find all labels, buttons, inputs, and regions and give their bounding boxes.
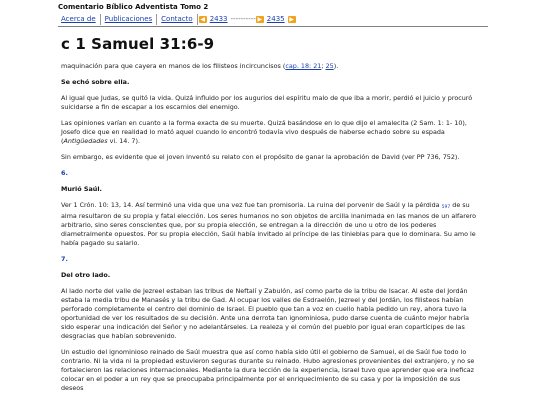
intro-paragraph xyxy=(61,62,479,71)
verse-number: 6. xyxy=(61,169,68,177)
main-content xyxy=(61,35,479,400)
next-page-control[interactable] xyxy=(256,15,296,23)
page-marker: 597 xyxy=(441,205,451,210)
paragraph-text-end: de su alma resultaron de su propia y fatal elección. Los seres humanos no son objetos de arcilla inanimada en las manos de un alfarero arbitrario, sino seres conscientes que, por su propia elección, se entregan a la dirección de uno u otro de los poderes diametralmente opuestos. Por su propia elección, Saúl había invitado al príncipe de las tinieblas para que lo dominara. Su amo le había pagado su salario. xyxy=(61,201,477,247)
paragraph-text-end: vi. 14. 7). xyxy=(107,137,140,145)
nav-publications-link[interactable]: Publicaciones xyxy=(104,15,153,23)
sub-heading: Se echó sobre ella. xyxy=(61,78,130,86)
site-title: Comentario Bíblico Adventista Tomo 2 xyxy=(58,3,209,11)
cross-ref-link[interactable]: 25 xyxy=(325,62,334,70)
paragraph xyxy=(61,119,479,146)
intro-sep: ; xyxy=(321,62,326,70)
intro-text: maquinación para que cayera en manos de los filisteos incircuncisos ( xyxy=(61,62,286,70)
prev-page-link[interactable]: 2433 xyxy=(209,15,228,23)
page-title: c 1 Samuel 31:6-9 xyxy=(61,35,215,53)
next-arrow-icon[interactable]: ▶ xyxy=(257,15,263,23)
prev-page-control[interactable] xyxy=(199,15,256,23)
paragraph-text: Las opiniones varían en cuanto a la forma exacta de su muerte. Quizá basándose en lo que dijo el amalecita (2 Sam. 1: 1- 10), Josefo dice que en realidad lo mató aquel cuando lo encontró todavía vivo después de haberse echado sobre su espada ( xyxy=(61,119,467,145)
cross-ref-link[interactable]: cap. 18: 21 xyxy=(285,62,322,70)
nav-about-link[interactable]: Acerca de xyxy=(61,15,96,23)
next-page-link[interactable]: 2435 xyxy=(266,15,285,23)
paragraph: Un estudio del ignominioso reinado de Saúl muestra que así como había sido útil el gobierno de Samuel, el de Saúl fue todo lo contrario. Ni la vida ni la propiedad estuvieron seguras durante su reinado. Hubo agresiones provenientes del extranjero, y no se fortalecieron las relaciones internacionales. Mediante la dura lección de la experiencia, Israel tuvo que aprender que era ineficaz colocar en el poder a un rey que se preocupaba principalmente por el enriquecimiento de su casa y por la imposición de sus deseos xyxy=(61,348,475,392)
intro-end: ). xyxy=(333,62,339,70)
paragraph: Sin embargo, es evidente que el joven inventó su relato con el propósito de ganar la aprobación de David (ver PP 736, 752). xyxy=(61,153,460,161)
top-nav xyxy=(58,13,296,25)
paragraph: Al lado norte del valle de Jezreel estaban las tribus de Neftalí y Zabulón, así como parte de la tribu de Isacar. Al este del Jordán estaba la media tribu de Manasés y la tribu de Gad. Al ocupar los valles de Esdraelón, Jezreel y del Jordán, los filisteos habían perforado completamente el centro del dominio de Israel. El pueblo que tan a voz en cuello había pedido un rey, ahora tuvo la oportunidad de ver los resultados de su decisión. Ante una derrota tan ignominiosa, pudo darse cuenta de cuánto mejor habría sido esperar una indicación del Señor y no adelantárseles. La realeza y el común del pueblo por igual eran copartícipes de las desgracias que habían sobrevenido. xyxy=(61,287,470,340)
page-separator: ---------- xyxy=(230,15,256,23)
sub-heading: Murió Saúl. xyxy=(61,185,102,193)
nav-contact-link[interactable]: Contacto xyxy=(161,15,193,23)
next-arrow-icon-2[interactable]: ▶ xyxy=(289,15,294,23)
header-rule xyxy=(58,26,488,27)
nav-divider xyxy=(100,14,101,25)
verse-number: 7. xyxy=(61,255,68,263)
paragraph xyxy=(61,201,479,248)
paragraph-text: Ver 1 Crón. 10: 13, 14. Así terminó una vida que una vez fue tan promisoria. La ruina del porvenir de Saúl y la pérdida xyxy=(61,201,442,209)
nav-divider xyxy=(197,14,198,25)
paragraph: Al igual que Judas, se quitó la vida. Quizá influido por los augurios del espíritu malo de que iba a morir, perdió el juicio y procuró suicidarse a fin de escapar a los escarnios del enemigo. xyxy=(61,94,473,111)
book-title: Antigüedades xyxy=(63,137,108,145)
nav-divider xyxy=(156,14,157,25)
sub-heading: Del otro lado. xyxy=(61,271,111,279)
prev-arrow-icon[interactable]: ◀ xyxy=(200,15,205,23)
